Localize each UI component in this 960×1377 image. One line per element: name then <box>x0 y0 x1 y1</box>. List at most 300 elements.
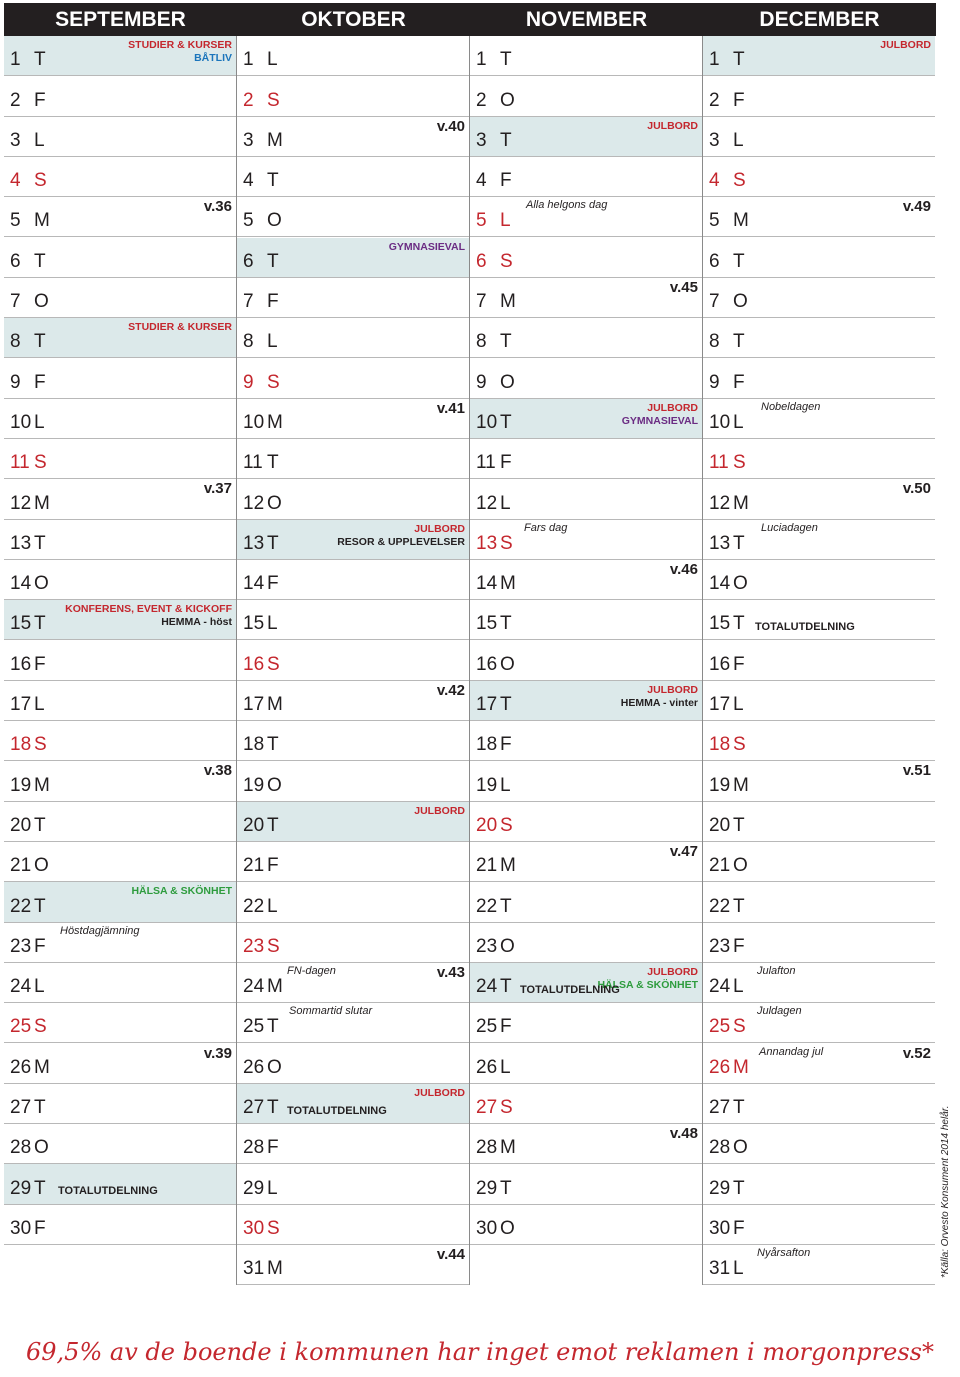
day-label <box>709 331 745 353</box>
day-number: 3 <box>709 129 720 151</box>
day-label <box>476 493 511 515</box>
day-label <box>10 775 50 797</box>
day-number: 14 <box>10 573 32 595</box>
day-number: 29 <box>476 1177 498 1199</box>
day-label <box>476 694 512 716</box>
day-number: 15 <box>476 613 498 635</box>
category-tag: HÄLSA & SKÖNHET <box>597 978 698 991</box>
day-number: 7 <box>10 291 21 313</box>
day-number: 30 <box>10 1217 32 1239</box>
day-number: 22 <box>243 895 265 917</box>
day-number: 11 <box>10 452 30 474</box>
day-label <box>10 1057 50 1079</box>
event-note: Luciadagen <box>761 521 818 534</box>
day-cell <box>237 117 469 157</box>
day-cell <box>4 761 236 801</box>
day-label <box>476 331 512 353</box>
day-cell <box>703 641 935 681</box>
day-label <box>10 855 49 877</box>
day-cell <box>237 479 469 519</box>
day-number: 4 <box>10 170 21 192</box>
week-number: v.39 <box>203 1044 232 1062</box>
weekday-letter: M <box>500 573 516 595</box>
day-cell <box>470 721 702 761</box>
weekday-letter: S <box>733 1016 746 1038</box>
day-cell <box>703 882 935 922</box>
week-number: v.46 <box>669 560 698 578</box>
day-number: 6 <box>476 250 487 272</box>
day-label <box>10 412 45 434</box>
event-note: Julafton <box>757 964 796 977</box>
category-tag: KONFERENS, EVENT & KICKOFF <box>65 603 232 616</box>
day-cell <box>4 197 236 237</box>
day-label <box>709 573 748 595</box>
day-label <box>476 573 516 595</box>
weekday-letter: T <box>733 1097 745 1119</box>
day-label <box>709 654 745 676</box>
day-number: 2 <box>243 89 254 111</box>
weekday-letter: T <box>267 532 279 554</box>
day-label <box>709 613 745 635</box>
weekday-letter: T <box>733 895 745 917</box>
day-label <box>476 90 515 112</box>
slogan: 69,5% av de boende i kommunen har inget emot reklamen i morgonpress* <box>26 1338 934 1366</box>
weekday-letter: M <box>500 855 516 877</box>
event-note: Annandag jul <box>759 1045 824 1058</box>
day-number: 5 <box>476 210 487 232</box>
category-tag: BÅTLIV <box>194 52 232 64</box>
day-cell <box>703 157 935 197</box>
day-cell <box>703 923 935 963</box>
day-label <box>10 291 49 313</box>
day-cell <box>470 761 702 801</box>
weekday-letter: O <box>733 573 748 595</box>
event-note: Alla helgons dag <box>526 199 608 212</box>
day-number: 2 <box>476 89 487 111</box>
day-label <box>709 1057 749 1079</box>
day-number: 7 <box>709 291 720 313</box>
day-number: 24 <box>10 976 32 998</box>
weekday-letter: O <box>733 291 748 313</box>
event-note: Sommartid slutar <box>289 1005 373 1018</box>
weekday-letter: O <box>267 210 282 232</box>
day-cell <box>703 560 935 600</box>
day-number: 9 <box>709 371 720 393</box>
day-cell <box>4 117 236 157</box>
day-number: 27 <box>10 1097 32 1119</box>
day-label <box>243 573 279 595</box>
day-number: 21 <box>10 855 32 877</box>
day-cell <box>237 1245 469 1285</box>
day-number: 15 <box>709 613 731 635</box>
day-cell <box>4 76 236 116</box>
category-tag: HÄLSA & SKÖNHET <box>131 885 232 898</box>
weekday-letter: L <box>733 976 744 998</box>
day-number: 28 <box>243 1137 265 1159</box>
weekday-letter: T <box>500 331 512 353</box>
day-label <box>709 533 745 555</box>
day-cell <box>703 318 935 358</box>
day-label <box>243 291 279 313</box>
weekday-letter: S <box>500 532 513 554</box>
day-label <box>10 210 50 232</box>
day-number: 5 <box>10 210 21 232</box>
day-number: 26 <box>476 1056 498 1078</box>
day-cell <box>470 1164 702 1204</box>
weekday-letter: S <box>267 89 280 111</box>
day-label <box>10 734 47 756</box>
day-label <box>476 775 511 797</box>
day-label <box>709 412 744 434</box>
day-cell <box>4 842 236 882</box>
day-number: 13 <box>709 532 731 554</box>
weekday-letter: F <box>34 935 46 957</box>
day-number: 17 <box>10 694 32 716</box>
weekday-letter: S <box>733 170 746 192</box>
weekday-letter: O <box>500 935 515 957</box>
weekday-letter: M <box>267 1258 283 1280</box>
day-cell <box>703 721 935 761</box>
day-label <box>243 1178 278 1200</box>
day-number: 1 <box>243 49 254 71</box>
day-label <box>243 251 279 273</box>
day-cell <box>237 1124 469 1164</box>
weekday-letter: F <box>34 371 46 393</box>
day-number: 14 <box>709 573 731 595</box>
day-number: 6 <box>709 250 720 272</box>
day-cell <box>470 1003 702 1043</box>
day-label <box>476 1057 511 1079</box>
day-number: 29 <box>10 1177 32 1199</box>
category-tag: HEMMA - höst <box>161 616 232 629</box>
weekday-letter: T <box>34 331 46 353</box>
day-cell <box>470 882 702 922</box>
day-cell <box>470 439 702 479</box>
day-number: 16 <box>709 653 731 675</box>
day-number: 3 <box>476 129 487 151</box>
day-cell <box>237 358 469 398</box>
day-cell <box>237 157 469 197</box>
weekday-letter: M <box>500 291 516 313</box>
day-label <box>10 130 45 152</box>
day-cell <box>703 681 935 721</box>
day-label <box>243 1137 279 1159</box>
day-label <box>243 1016 279 1038</box>
day-label <box>476 976 512 998</box>
day-cell <box>237 1164 469 1204</box>
day-number: 23 <box>10 935 32 957</box>
weekday-letter: L <box>267 613 278 635</box>
day-label <box>476 130 512 152</box>
day-number: 5 <box>243 210 254 232</box>
day-number: 16 <box>10 653 32 675</box>
weekday-letter: F <box>500 170 512 192</box>
totalutdelning-label: TOTALUTDELNING <box>520 983 620 996</box>
day-label <box>243 412 283 434</box>
weekday-letter: L <box>500 210 511 232</box>
day-number: 12 <box>476 492 498 514</box>
day-label <box>10 372 46 394</box>
day-cell <box>470 1205 702 1245</box>
day-number: 12 <box>10 492 32 514</box>
event-note: Höstdagjämning <box>60 924 140 937</box>
day-label <box>476 896 512 918</box>
weekday-letter: T <box>267 734 279 756</box>
weekday-letter: M <box>267 129 283 151</box>
day-cell <box>703 963 935 1003</box>
weekday-letter: F <box>267 291 279 313</box>
day-label <box>243 452 279 474</box>
totalutdelning-label: TOTALUTDELNING <box>58 1185 158 1198</box>
day-cell <box>4 358 236 398</box>
weekday-letter: O <box>34 855 49 877</box>
day-label <box>476 1016 512 1038</box>
weekday-letter: M <box>733 210 749 232</box>
day-cell <box>4 1044 236 1084</box>
day-label <box>476 1137 516 1159</box>
day-label <box>243 372 280 394</box>
day-label <box>10 694 45 716</box>
totalutdelning-label: TOTALUTDELNING <box>287 1104 387 1117</box>
day-cell <box>237 842 469 882</box>
day-cell <box>470 76 702 116</box>
day-cell <box>4 1205 236 1245</box>
day-number: 10 <box>243 411 265 433</box>
day-label <box>709 1016 746 1038</box>
weekday-letter: L <box>34 976 45 998</box>
day-label <box>476 49 512 71</box>
day-label <box>243 896 278 918</box>
weekday-letter: L <box>733 694 744 716</box>
day-label <box>10 1218 46 1240</box>
category-tag: JULBORD <box>414 1086 465 1099</box>
weekday-letter: M <box>34 210 50 232</box>
day-cell <box>703 278 935 318</box>
day-number: 24 <box>709 976 731 998</box>
day-number: 11 <box>243 452 263 474</box>
day-cell <box>4 681 236 721</box>
day-number: 13 <box>243 532 265 554</box>
day-number: 6 <box>243 250 254 272</box>
day-cell <box>4 963 236 1003</box>
weekday-letter: L <box>267 1177 278 1199</box>
day-cell <box>4 1124 236 1164</box>
day-number: 19 <box>476 774 498 796</box>
weekday-letter: S <box>34 452 47 474</box>
category-tag: HEMMA - vinter <box>620 696 698 709</box>
weekday-letter: T <box>267 452 279 474</box>
day-cell <box>470 479 702 519</box>
day-label <box>243 855 279 877</box>
weekday-letter: T <box>34 895 46 917</box>
day-cell <box>237 923 469 963</box>
day-cell <box>703 117 935 157</box>
event-note: Nyårsafton <box>757 1247 811 1259</box>
day-label <box>10 170 47 192</box>
weekday-letter: O <box>500 653 515 675</box>
weekday-letter: S <box>500 814 513 836</box>
day-number: 20 <box>10 814 32 836</box>
day-number: 13 <box>10 532 32 554</box>
day-number: 25 <box>709 1016 731 1038</box>
day-label <box>709 896 745 918</box>
day-label <box>709 734 746 756</box>
day-label <box>709 1137 748 1159</box>
week-number: v.47 <box>669 843 698 860</box>
weekday-letter: L <box>500 1056 511 1078</box>
weekday-letter: S <box>500 1097 513 1119</box>
day-cell <box>703 197 935 237</box>
day-cell <box>237 721 469 761</box>
day-number: 8 <box>243 331 254 353</box>
weekday-letter: F <box>34 1217 46 1239</box>
day-cell <box>703 802 935 842</box>
day-label <box>709 1218 745 1240</box>
weekday-letter: S <box>34 734 47 756</box>
day-number: 15 <box>10 613 32 635</box>
day-number: 23 <box>476 935 498 957</box>
day-number: 28 <box>476 1137 498 1159</box>
day-cell <box>4 439 236 479</box>
weekday-letter: F <box>500 452 512 474</box>
day-label <box>10 49 46 71</box>
day-cell <box>703 358 935 398</box>
weekday-letter: T <box>34 1177 46 1199</box>
day-number: 24 <box>243 976 265 998</box>
category-tag: GYMNASIEVAL <box>621 414 698 427</box>
weekday-letter: L <box>34 129 45 151</box>
day-label <box>476 291 516 313</box>
day-cell <box>470 238 702 278</box>
weekday-letter: F <box>733 89 745 111</box>
weekday-letter: S <box>267 1217 280 1239</box>
day-cell <box>4 802 236 842</box>
day-cell <box>703 1124 935 1164</box>
day-number: 12 <box>709 492 731 514</box>
weekday-letter: T <box>500 411 512 433</box>
day-label <box>709 1258 744 1280</box>
weekday-letter: L <box>500 774 511 796</box>
day-cell <box>703 479 935 519</box>
category-tag: JULBORD <box>647 965 698 978</box>
weekday-letter: F <box>733 935 745 957</box>
day-label <box>243 1258 283 1280</box>
totalutdelning-label: TOTALUTDELNING <box>755 621 855 634</box>
day-cell <box>703 842 935 882</box>
day-label <box>10 533 46 555</box>
day-label <box>243 170 279 192</box>
day-label <box>10 1178 46 1200</box>
weekday-letter: M <box>34 774 50 796</box>
day-cell <box>470 278 702 318</box>
weekday-letter: F <box>34 89 46 111</box>
day-cell <box>470 560 702 600</box>
day-number: 1 <box>476 49 487 71</box>
day-label <box>10 452 47 474</box>
day-number: 25 <box>10 1016 32 1038</box>
day-cell <box>470 520 702 560</box>
weekday-letter: S <box>267 653 280 675</box>
day-cell <box>470 1124 702 1164</box>
day-number: 15 <box>243 613 265 635</box>
day-label <box>243 654 280 676</box>
day-label <box>243 976 283 998</box>
weekday-letter: T <box>34 49 46 71</box>
day-number: 16 <box>476 653 498 675</box>
day-number: 9 <box>476 371 487 393</box>
day-cell <box>703 1164 935 1204</box>
day-number: 19 <box>10 774 32 796</box>
day-number: 16 <box>243 653 265 675</box>
weekday-letter: T <box>34 1097 46 1119</box>
month-column-september <box>4 36 237 1285</box>
day-number: 26 <box>10 1056 32 1078</box>
day-number: 25 <box>476 1016 498 1038</box>
weekday-letter: F <box>267 1137 279 1159</box>
day-label <box>243 331 278 353</box>
day-number: 4 <box>709 170 720 192</box>
day-number: 20 <box>476 814 498 836</box>
day-cell <box>703 1003 935 1043</box>
weekday-letter: L <box>500 492 511 514</box>
day-label <box>476 1178 512 1200</box>
day-label <box>10 493 50 515</box>
day-label <box>476 815 513 837</box>
day-cell <box>4 399 236 439</box>
weekday-letter: T <box>733 331 745 353</box>
day-cell <box>470 157 702 197</box>
weekday-letter: T <box>500 49 512 71</box>
day-number: 18 <box>10 734 32 756</box>
weekday-letter: F <box>267 573 279 595</box>
weekday-letter: M <box>267 411 283 433</box>
day-label <box>476 734 512 756</box>
month-column-december <box>703 36 935 1285</box>
day-number: 20 <box>709 814 731 836</box>
week-number: v.51 <box>902 762 931 780</box>
day-label <box>243 775 282 797</box>
day-label <box>10 936 46 958</box>
weekday-letter: L <box>34 411 45 433</box>
day-number: 10 <box>709 411 731 433</box>
day-label <box>709 936 745 958</box>
weekday-letter: S <box>733 452 746 474</box>
day-label <box>10 1016 47 1038</box>
day-cell <box>237 197 469 237</box>
weekday-letter: T <box>267 1016 279 1038</box>
day-label <box>709 291 748 313</box>
category-tag: JULBORD <box>647 119 698 132</box>
day-number: 29 <box>243 1177 265 1199</box>
weekday-letter: L <box>733 129 744 151</box>
day-number: 22 <box>709 895 731 917</box>
day-number: 27 <box>243 1097 265 1119</box>
month-column-november <box>470 36 703 1285</box>
weekday-letter: T <box>267 170 279 192</box>
day-label <box>709 452 746 474</box>
day-label <box>243 90 280 112</box>
day-number: 11 <box>476 452 496 474</box>
month-header-november: NOVEMBER <box>470 3 703 36</box>
week-number: v.42 <box>436 681 465 699</box>
day-number: 18 <box>709 734 731 756</box>
day-cell <box>237 761 469 801</box>
day-number: 14 <box>243 573 265 595</box>
day-label <box>243 210 282 232</box>
day-number: 22 <box>10 895 32 917</box>
category-tag: STUDIER & KURSER <box>128 39 232 51</box>
day-number: 4 <box>243 170 254 192</box>
